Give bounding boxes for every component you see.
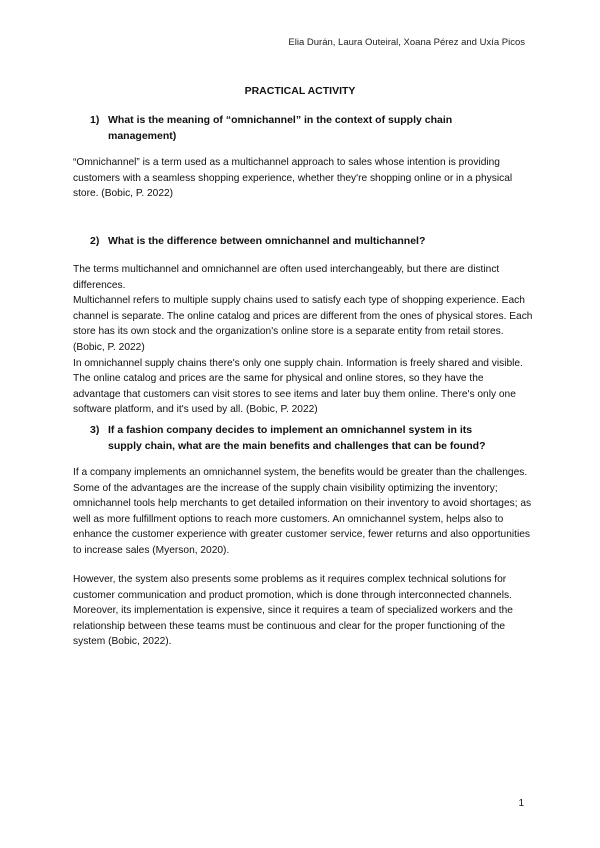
answer-paragraph: If a company implements an omnichannel system, the benefits would be greater than the challenges. Some of the advantages are the increase of the supply chain visibility optimizing the inventory; omnichannel tools help merchants to get detailed information on their inventory to avoid shortages; as well as more fulfillment options to reach more customers. An omnichannel system, helps also to enhance the customer experience with greater customer service, fewer returns and also opportunities to increase sales (Myerson, 2020). — [73, 467, 532, 556]
question-number: 3) — [90, 424, 100, 436]
question-number: 1) — [90, 114, 100, 126]
question-2 — [90, 234, 490, 250]
question-3 — [90, 423, 490, 454]
question-text: If a fashion company decides to implement an omnichannel system in its supply chain, what are the main benefits and challenges that can be found? — [108, 424, 486, 452]
page-header-authors: Elia Durán, Laura Outeiral, Xoana Pérez and Uxía Picos — [288, 37, 525, 48]
answer-block — [73, 262, 533, 418]
answer-paragraph: Multichannel refers to multiple supply chains used to satisfy each type of shopping experience. Each channel is separate. The online catalog and prices are different from the ones of physical stores. Each store has its own stock and the organization's online store is a separate entity from retail stores.(Bobic, P. 2022) — [73, 295, 533, 353]
answer-paragraph: The terms multichannel and omnichannel are often used interchangeably, but there are distinct differences. — [73, 264, 500, 291]
question-1 — [90, 113, 490, 144]
answer-paragraph: “Omnichannel” is a term used as a multichannel approach to sales whose intention is providing customers with a seamless shopping experience, whether they're shopping online or in a physical store. (Bobic, P. 2022) — [73, 157, 513, 200]
answer-paragraph: In omnichannel supply chains there's only one supply chain. Information is freely shared and visible. The online catalog and prices are the same for physical and online stores, so they have the advantage that customers can visit stores to see items and later buy them online. There's only one software platform, and it's used by all. (Bobic, P. 2022) — [73, 357, 523, 416]
question-text: What is the meaning of “omnichannel” in the context of supply chain management) — [108, 114, 453, 142]
page-title: PRACTICAL ACTIVITY — [244, 85, 356, 97]
page-number: 1 — [518, 798, 524, 809]
question-number: 2) — [90, 235, 100, 247]
answer-paragraph: However, the system also presents some problems as it requires complex technical solutions for customer communication and product promotion, which is done through interconnected channels. Moreover, its implementation is expensive, since it requires a team of specialized workers and the relationship between these teams must be continuous and clear for the proper functioning of the system (Bobic, 2022). — [73, 574, 513, 648]
question-text: What is the difference between omnichannel and multichannel? — [108, 235, 426, 247]
